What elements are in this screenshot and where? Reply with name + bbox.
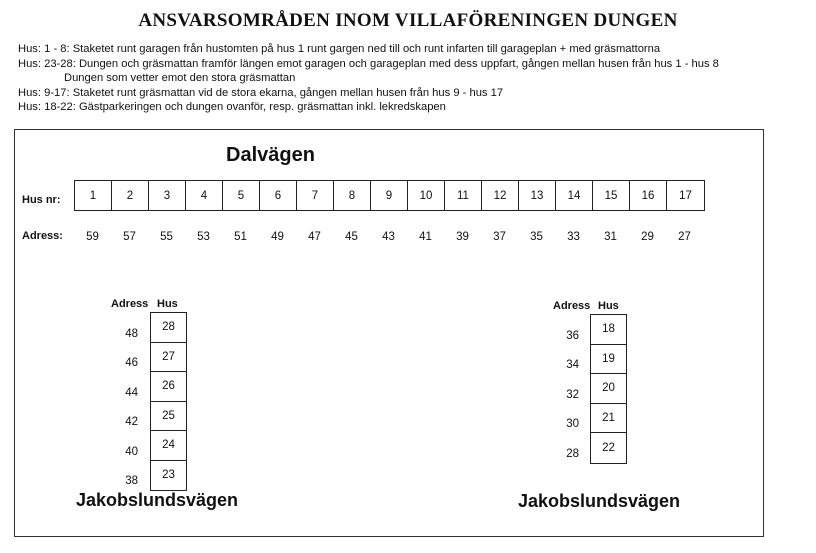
left-house-column — [150, 312, 187, 491]
house-cell: 20 — [591, 374, 626, 404]
house-cell: 26 — [151, 372, 186, 402]
house-cell: 22 — [602, 441, 615, 454]
address-value: 40 — [125, 446, 138, 458]
address-value: 53 — [197, 231, 210, 243]
rule-line: Hus: 1 - 8: Staketet runt garagen från hustomten på hus 1 runt gargen ned till och runt infarten till garageplan + med gräsmattorna — [18, 43, 661, 55]
address-value: 39 — [456, 231, 469, 243]
house-cell: 14 — [556, 181, 593, 210]
house-cell: 23 — [162, 469, 175, 482]
house-cell: 10 — [408, 181, 445, 210]
left-adress-header: Adress — [111, 298, 149, 310]
rule-line: Hus: 18-22: Gästparkeringen och dungen ovanför, resp. gräsmattan inkl. lekredskapen — [18, 101, 446, 113]
hus-nr-label: Hus nr: — [22, 194, 61, 206]
address-value: 34 — [566, 359, 579, 371]
house-cell: 6 — [260, 181, 297, 210]
house-cell: 19 — [591, 345, 626, 375]
house-cell: 5 — [223, 181, 260, 210]
right-adress-header: Adress — [553, 300, 591, 312]
house-cell: 2 — [112, 181, 149, 210]
address-value: 51 — [234, 231, 247, 243]
house-cell: 25 — [151, 402, 186, 432]
house-cell: 24 — [151, 431, 186, 461]
address-value: 59 — [86, 231, 99, 243]
address-value: 47 — [308, 231, 321, 243]
address-value: 32 — [566, 389, 579, 401]
house-cell: 21 — [591, 404, 626, 434]
address-value: 29 — [641, 231, 654, 243]
address-value: 49 — [271, 231, 284, 243]
street-dalvagen: Dalvägen — [226, 144, 315, 166]
address-value: 27 — [678, 231, 691, 243]
house-cell: 16 — [630, 181, 667, 210]
street-jakobslundsvagen-right: Jakobslundsvägen — [518, 491, 681, 511]
top-address-row — [74, 231, 703, 243]
address-value: 42 — [125, 416, 138, 428]
address-value: 37 — [493, 231, 506, 243]
address-value: 55 — [160, 231, 173, 243]
house-cell: 27 — [151, 343, 186, 373]
house-cell: 11 — [445, 181, 482, 210]
address-value: 31 — [604, 231, 617, 243]
address-value: 38 — [125, 475, 138, 487]
address-value: 35 — [530, 231, 543, 243]
house-cell: 8 — [334, 181, 371, 210]
right-house-column — [590, 314, 627, 464]
house-cell: 12 — [482, 181, 519, 210]
house-cell: 9 — [371, 181, 408, 210]
rule-line: Hus: 23-28: Dungen och gräsmattan framför längen emot garagen och garageplan med dess uppfart, gången mellan husen från hus 1 - hus 8 — [18, 58, 719, 70]
house-cell: 3 — [149, 181, 186, 210]
rule-line: Hus: 9-17: Staketet runt gräsmattan vid de stora ekarna, gången mellan husen från hus 9 - hus 17 — [18, 87, 504, 99]
street-jakobslundsvagen-left: Jakobslundsvägen — [76, 490, 239, 510]
top-house-row — [74, 180, 705, 211]
house-cell: 28 — [151, 313, 186, 343]
house-cell: 18 — [591, 315, 626, 345]
address-value: 28 — [566, 448, 579, 460]
address-value: 57 — [123, 231, 136, 243]
house-cell: 13 — [519, 181, 556, 210]
address-value: 41 — [419, 231, 432, 243]
house-cell: 15 — [593, 181, 630, 210]
address-value: 45 — [345, 231, 358, 243]
house-cell: 17 — [679, 189, 692, 202]
address-value: 44 — [125, 387, 138, 399]
right-hus-header: Hus — [598, 300, 619, 312]
house-cell: 1 — [75, 181, 112, 210]
adress-label: Adress: — [22, 230, 63, 242]
house-cell: 7 — [297, 181, 334, 210]
rule-line: Dungen som vetter emot den stora gräsmattan — [64, 72, 296, 84]
address-value: 33 — [567, 231, 580, 243]
address-value: 46 — [125, 357, 138, 369]
address-value: 43 — [382, 231, 395, 243]
address-value: 30 — [566, 418, 579, 430]
address-value: 48 — [125, 328, 138, 340]
address-value: 36 — [566, 330, 579, 342]
house-cell: 4 — [186, 181, 223, 210]
page-title: ANSVARSOMRÅDEN INOM VILLAFÖRENINGEN DUNGEN — [138, 10, 678, 31]
left-hus-header: Hus — [157, 298, 178, 310]
